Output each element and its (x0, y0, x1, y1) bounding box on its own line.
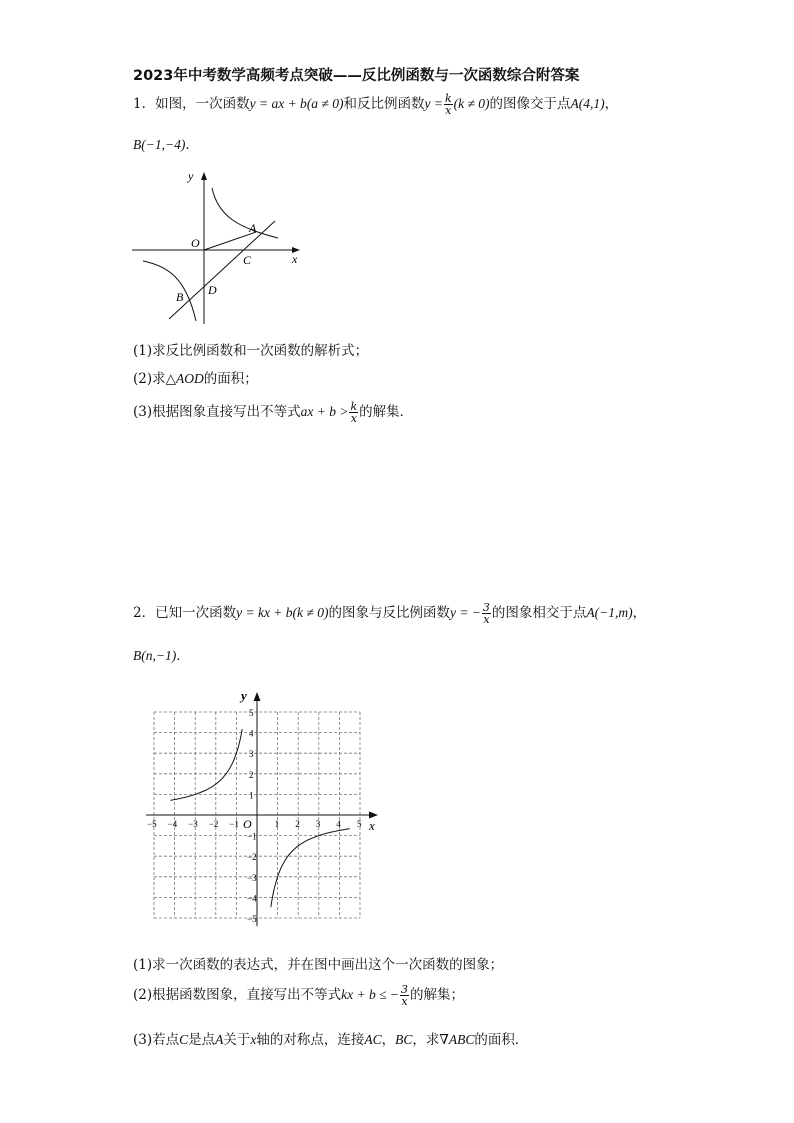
q2-label-origin: O (243, 817, 252, 831)
q2-y-tick-label: −2 (247, 852, 257, 863)
q2-x-tick-label: 3 (315, 819, 321, 829)
q2-sub3-a: (3)若点 (133, 1032, 180, 1048)
q1-label-c: C (243, 253, 252, 267)
q1-point-a: A(4,1) (570, 96, 605, 111)
q2-x-tick-label: −3 (188, 819, 198, 829)
q1-text-c: 的图像交于点 (489, 96, 571, 112)
q2-y-arrow-icon (254, 692, 261, 701)
q1-sub3-fraction (349, 401, 358, 424)
q2-point-a: A(−1,m) (586, 605, 633, 620)
q1-sub3-a: (3)根据图象直接写出不等式 (133, 404, 301, 420)
q1-y-arrow-icon (201, 172, 207, 180)
q2-sub3 (133, 1028, 528, 1048)
q1-text-b: 和反比例函数 (343, 96, 425, 112)
q2-period: ． (176, 648, 190, 664)
q2-linear-eq: y = kx + b (236, 605, 293, 620)
q2-sub3-about: 关于 (223, 1032, 251, 1048)
q2-point-b: B(n,−1) (133, 648, 177, 663)
q1-label-y: y (188, 169, 194, 183)
q2-number: 2． (133, 605, 156, 621)
q2-hyperbola-branch-4 (271, 829, 350, 908)
q2-sub3-c: C (179, 1032, 189, 1047)
q1-label-o: O (191, 236, 200, 250)
q1-stem-line2 (133, 133, 199, 153)
q2-text-c: 的图象相交于点 (491, 605, 587, 621)
q1-label-b: B (176, 290, 184, 304)
q2-sub2 (133, 983, 464, 1007)
q1-sub3-ineq: ax + b > (300, 404, 349, 419)
q1-point-b: B(−1,−4) (133, 137, 186, 152)
q2-stem-line1 (133, 601, 646, 625)
q2-sub2-b: 的解集； (410, 987, 464, 1003)
q1-inv-num: k (444, 92, 452, 105)
q1-sub2-triangle: AOD (176, 371, 204, 386)
q2-y-tick-label: 5 (249, 708, 254, 718)
q2-y-tick-label: 1 (249, 790, 254, 801)
q1-graph (128, 166, 308, 328)
q1-number: 1． (133, 96, 156, 112)
q2-y-tick-label: −4 (247, 893, 257, 904)
q1-sub2-c: 的面积； (203, 371, 258, 387)
q2-sub3-f: ，求 (412, 1032, 440, 1048)
page-title: 2023年中考数学高频考点突破——反比例函数与一次函数综合附答案 (133, 68, 580, 84)
q1-stem-line1 (133, 92, 618, 116)
q2-sub2-fraction (400, 984, 409, 1007)
q1-inv-lhs: y = (424, 96, 443, 111)
q1-hyperbola-branch-1 (212, 188, 278, 238)
q2-sub3-g: 的面积． (474, 1032, 529, 1048)
q2-x-tick-label: 5 (357, 819, 362, 829)
q2-hyperbola-branch-2 (171, 729, 243, 800)
q1-label-a: A (249, 221, 257, 235)
q1-sub3-den: x (350, 412, 357, 425)
q2-stem-line2 (133, 644, 190, 664)
q2-sub3-b: 是点 (188, 1032, 216, 1048)
q1-sub1: (1)求反比例函数和一次函数的解析式； (133, 343, 369, 359)
q2-label-x: x (369, 818, 375, 833)
q2-comma: ， (632, 605, 647, 621)
q2-tick-labels (147, 708, 362, 924)
q2-y-tick-label: 3 (249, 749, 254, 760)
q2-label-y: y (241, 688, 247, 703)
q1-sub3-num: k (350, 400, 358, 413)
q2-sub3-a-point: A (215, 1032, 224, 1047)
q2-y-tick-label: 2 (249, 769, 254, 780)
q2-y-tick-label: −1 (247, 831, 257, 842)
q1-label-d: D (208, 283, 217, 297)
q1-cond-k: (k ≠ 0) (453, 96, 490, 111)
q2-y-tick-label: −5 (247, 914, 257, 924)
q2-y-tick-label: −3 (247, 872, 257, 883)
q1-sub3-b: 的解集． (359, 404, 414, 420)
q2-sub2-ineq: kx + b ≤ − (341, 987, 399, 1002)
q2-y-tick-label: 4 (249, 728, 254, 739)
q1-period: ． (185, 137, 199, 153)
q2-inv-num: 3 (482, 601, 490, 614)
q2-sub3-bc: BC (395, 1032, 413, 1047)
q2-sub2-den: x (401, 995, 408, 1008)
q2-inv-lhs: y = − (449, 605, 481, 620)
q2-sub3-x: x (250, 1032, 257, 1047)
q2-x-tick-label: 4 (336, 819, 341, 829)
q1-hyperbola-branch-3 (143, 261, 196, 321)
q2-text-b: 的图象与反比例函数 (328, 605, 450, 621)
q2-sub3-tri: ∇ABC (439, 1032, 475, 1047)
q2-sub3-d: 轴的对称点，连接 (256, 1032, 365, 1048)
q1-sub3 (133, 400, 413, 424)
q1-linear-eq: y = ax + b (249, 96, 307, 111)
q2-x-tick-label: −5 (147, 819, 157, 829)
q2-x-tick-label: 2 (295, 819, 300, 829)
q2-inv-den: x (483, 613, 490, 626)
q2-sub1: (1)求一次函数的表达式，并在图中画出这个一次函数的图象； (133, 957, 504, 973)
q2-sub3-ac: AC (364, 1032, 382, 1047)
q1-comma: ， (604, 96, 619, 112)
q2-inv-fraction (482, 602, 491, 625)
q2-x-tick-label: −4 (167, 819, 178, 829)
q2-sub2-a: (2)根据函数图象，直接写出不等式 (133, 987, 342, 1003)
q2-x-tick-label: 1 (274, 819, 280, 829)
q2-sub3-e: ， (381, 1032, 396, 1048)
q2-text-a: 已知一次函数 (155, 605, 237, 621)
q2-sub2-num: 3 (401, 983, 408, 996)
q1-cond-a: (a ≠ 0) (306, 96, 344, 111)
q1-sub2 (133, 367, 258, 387)
q1-linear-line (169, 221, 275, 319)
q1-inv-fraction (444, 93, 453, 116)
q2-x-tick-label: −2 (208, 819, 219, 829)
q1-inv-den: x (445, 104, 452, 117)
q1-label-x: x (292, 252, 298, 266)
q1-text-a: 如图，一次函数 (155, 96, 250, 112)
q2-cond-k: (k ≠ 0) (292, 605, 329, 620)
q2-graph (140, 688, 385, 930)
q1-sub2-a: (2)求△ (133, 371, 177, 387)
q2-x-tick-label: −1 (229, 819, 239, 829)
